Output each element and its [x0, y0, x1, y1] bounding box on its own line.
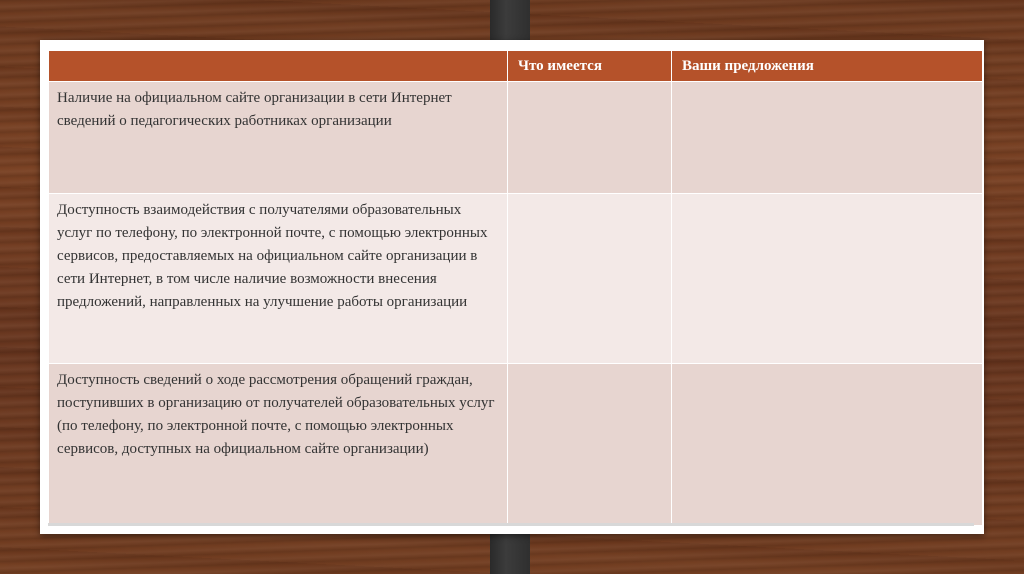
available-cell[interactable] [508, 364, 672, 526]
proposals-cell[interactable] [672, 364, 983, 526]
header-available: Что имеется [508, 51, 672, 82]
header-criterion [49, 51, 508, 82]
available-cell[interactable] [508, 82, 672, 194]
criteria-table [48, 50, 983, 526]
proposals-cell[interactable] [672, 82, 983, 194]
table-row [49, 364, 983, 526]
criterion-cell: Доступность сведений о ходе рассмотрения обращений граждан, поступивших в организацию от получателей образовательных услуг (по телефону, по электронной почте, с помощью электронных сервисов, доступных на официальном сайте организации) [49, 364, 508, 526]
slide-card [40, 40, 984, 534]
table-row [49, 194, 983, 364]
header-proposals: Ваши предложения [672, 51, 983, 82]
available-cell[interactable] [508, 194, 672, 364]
table-header-row [49, 51, 983, 82]
criterion-cell: Доступность взаимодействия с получателями образовательных услуг по телефону, по электронной почте, с помощью электронных сервисов, предоставляемых на официальном сайте организации в сети Интернет, в том числе наличие возможности внесения предложений, направленных на улучшение работы организации [49, 194, 508, 364]
criterion-cell: Наличие на официальном сайте организации в сети Интернет сведений о педагогических работниках организации [49, 82, 508, 194]
proposals-cell[interactable] [672, 194, 983, 364]
table-row [49, 82, 983, 194]
